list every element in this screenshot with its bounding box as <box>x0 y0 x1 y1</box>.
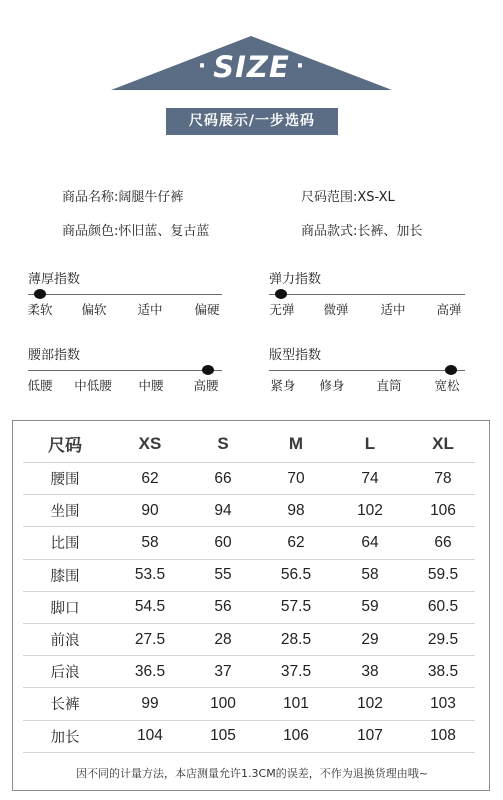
size-banner <box>0 0 503 100</box>
table-cell: 28 <box>214 630 232 648</box>
table-cell: 90 <box>141 501 159 519</box>
table-cell: 59 <box>361 598 379 616</box>
index-marker <box>202 365 214 375</box>
table-row <box>23 592 475 624</box>
subtitle-bar: 尺码展示/一步选码 <box>166 108 338 135</box>
table-header-cell: XS <box>138 433 162 453</box>
table-row-label: 坐围 <box>50 504 80 521</box>
table-cell: 60 <box>214 533 232 551</box>
index-label: 高腰 <box>193 378 219 393</box>
table-cell: 28.5 <box>280 630 312 648</box>
table-cell: 38.5 <box>427 662 459 680</box>
index-label: 中腰 <box>138 378 164 393</box>
table-row <box>23 656 475 688</box>
table-cell: 78 <box>434 469 452 487</box>
index-title: 弹力指数 <box>269 272 322 287</box>
table-cell: 29.5 <box>427 630 459 648</box>
title-dot-left: · <box>197 54 208 79</box>
index-title: 版型指数 <box>269 348 322 363</box>
table-row-label: 比围 <box>50 536 80 553</box>
table-row-label: 前浪 <box>50 633 80 650</box>
table-cell: 53.5 <box>134 566 166 584</box>
table-header-cell: 尺码 <box>48 436 82 456</box>
index-title: 腰部指数 <box>28 348 81 363</box>
index-label: 宽松 <box>434 378 460 393</box>
table-header-cell: M <box>288 433 304 453</box>
table-cell: 74 <box>361 469 379 487</box>
table-header-cell: S <box>217 433 229 453</box>
table-row <box>23 527 475 559</box>
product-color: 商品颜色:怀旧蓝、复古蓝 <box>62 224 210 239</box>
index-marker <box>34 289 46 299</box>
table-cell: 105 <box>210 727 236 745</box>
table-cell: 56 <box>214 598 232 616</box>
table-cell: 98 <box>287 501 305 519</box>
table-cell: 99 <box>141 694 159 712</box>
product-name: 商品名称:阔腿牛仔裤 <box>62 190 184 205</box>
index-label: 直筒 <box>376 378 402 393</box>
index-label: 紧身 <box>270 378 296 393</box>
index-marker <box>275 289 287 299</box>
table-row-label: 脚口 <box>50 600 80 617</box>
table-cell: 100 <box>210 694 236 712</box>
index-scale-line <box>269 294 465 295</box>
index-title: 薄厚指数 <box>28 272 81 287</box>
table-cell: 37 <box>214 662 232 680</box>
index-label: 偏硬 <box>194 302 220 317</box>
table-cell: 60.5 <box>427 598 459 616</box>
table-header-row <box>23 425 475 463</box>
table-cell: 106 <box>430 501 456 519</box>
table-cell: 66 <box>214 469 232 487</box>
index-label: 适中 <box>380 302 406 317</box>
table-header-cell: L <box>364 433 376 453</box>
size-title-text: SIZE <box>213 50 290 84</box>
table-cell: 29 <box>361 630 379 648</box>
size-range: 尺码范围:XS-XL <box>301 190 395 205</box>
table-cell: 66 <box>434 533 452 551</box>
table-row-label: 后浪 <box>50 665 80 682</box>
table-cell: 62 <box>141 469 159 487</box>
index-label: 低腰 <box>27 378 53 393</box>
table-cell: 102 <box>357 501 383 519</box>
measurement-note: 因不同的计量方法，本店测量允许1.3CM的误差，不作为退换货理由哦~ <box>76 767 428 780</box>
table-cell: 57.5 <box>280 598 312 616</box>
size-title <box>0 50 503 84</box>
table-row <box>23 688 475 720</box>
table-row <box>23 624 475 656</box>
table-cell: 103 <box>430 694 456 712</box>
table-row-label: 腰围 <box>50 472 80 489</box>
index-label: 微弹 <box>323 302 349 317</box>
table-row <box>23 495 475 527</box>
table-cell: 106 <box>283 727 309 745</box>
table-cell: 59.5 <box>427 566 459 584</box>
table-cell: 102 <box>357 694 383 712</box>
table-cell: 62 <box>287 533 305 551</box>
index-label: 偏软 <box>81 302 107 317</box>
product-style: 商品款式:长裤、加长 <box>301 224 423 239</box>
table-row <box>23 463 475 495</box>
table-cell: 56.5 <box>280 566 312 584</box>
table-cell: 104 <box>137 727 163 745</box>
index-label: 高弹 <box>436 302 462 317</box>
size-table <box>12 420 490 791</box>
table-cell: 38 <box>361 662 379 680</box>
index-scale-line <box>28 294 222 295</box>
table-row <box>23 721 475 753</box>
table-cell: 94 <box>214 501 232 519</box>
table-cell: 101 <box>283 694 309 712</box>
index-label: 中低腰 <box>74 378 112 393</box>
index-marker <box>445 365 457 375</box>
title-dot-right: · <box>295 54 306 79</box>
index-label: 无弹 <box>269 302 295 317</box>
table-cell: 58 <box>141 533 159 551</box>
index-scale-line <box>28 370 222 371</box>
table-cell: 107 <box>357 727 383 745</box>
table-cell: 54.5 <box>134 598 166 616</box>
table-cell: 70 <box>287 469 305 487</box>
table-cell: 55 <box>214 566 232 584</box>
index-label: 适中 <box>137 302 163 317</box>
table-cell: 64 <box>361 533 379 551</box>
table-row <box>23 560 475 592</box>
index-scale-line <box>269 370 465 371</box>
table-row-label: 加长 <box>50 729 80 746</box>
table-row-label: 膝围 <box>50 568 80 585</box>
table-header-cell: XL <box>432 433 454 453</box>
table-row-label: 长裤 <box>50 697 80 714</box>
index-label: 修身 <box>319 378 345 393</box>
table-cell: 108 <box>430 727 456 745</box>
index-label: 柔软 <box>27 302 53 317</box>
table-cell: 36.5 <box>134 662 166 680</box>
table-cell: 58 <box>361 566 379 584</box>
table-cell: 27.5 <box>134 630 166 648</box>
table-cell: 37.5 <box>280 662 312 680</box>
